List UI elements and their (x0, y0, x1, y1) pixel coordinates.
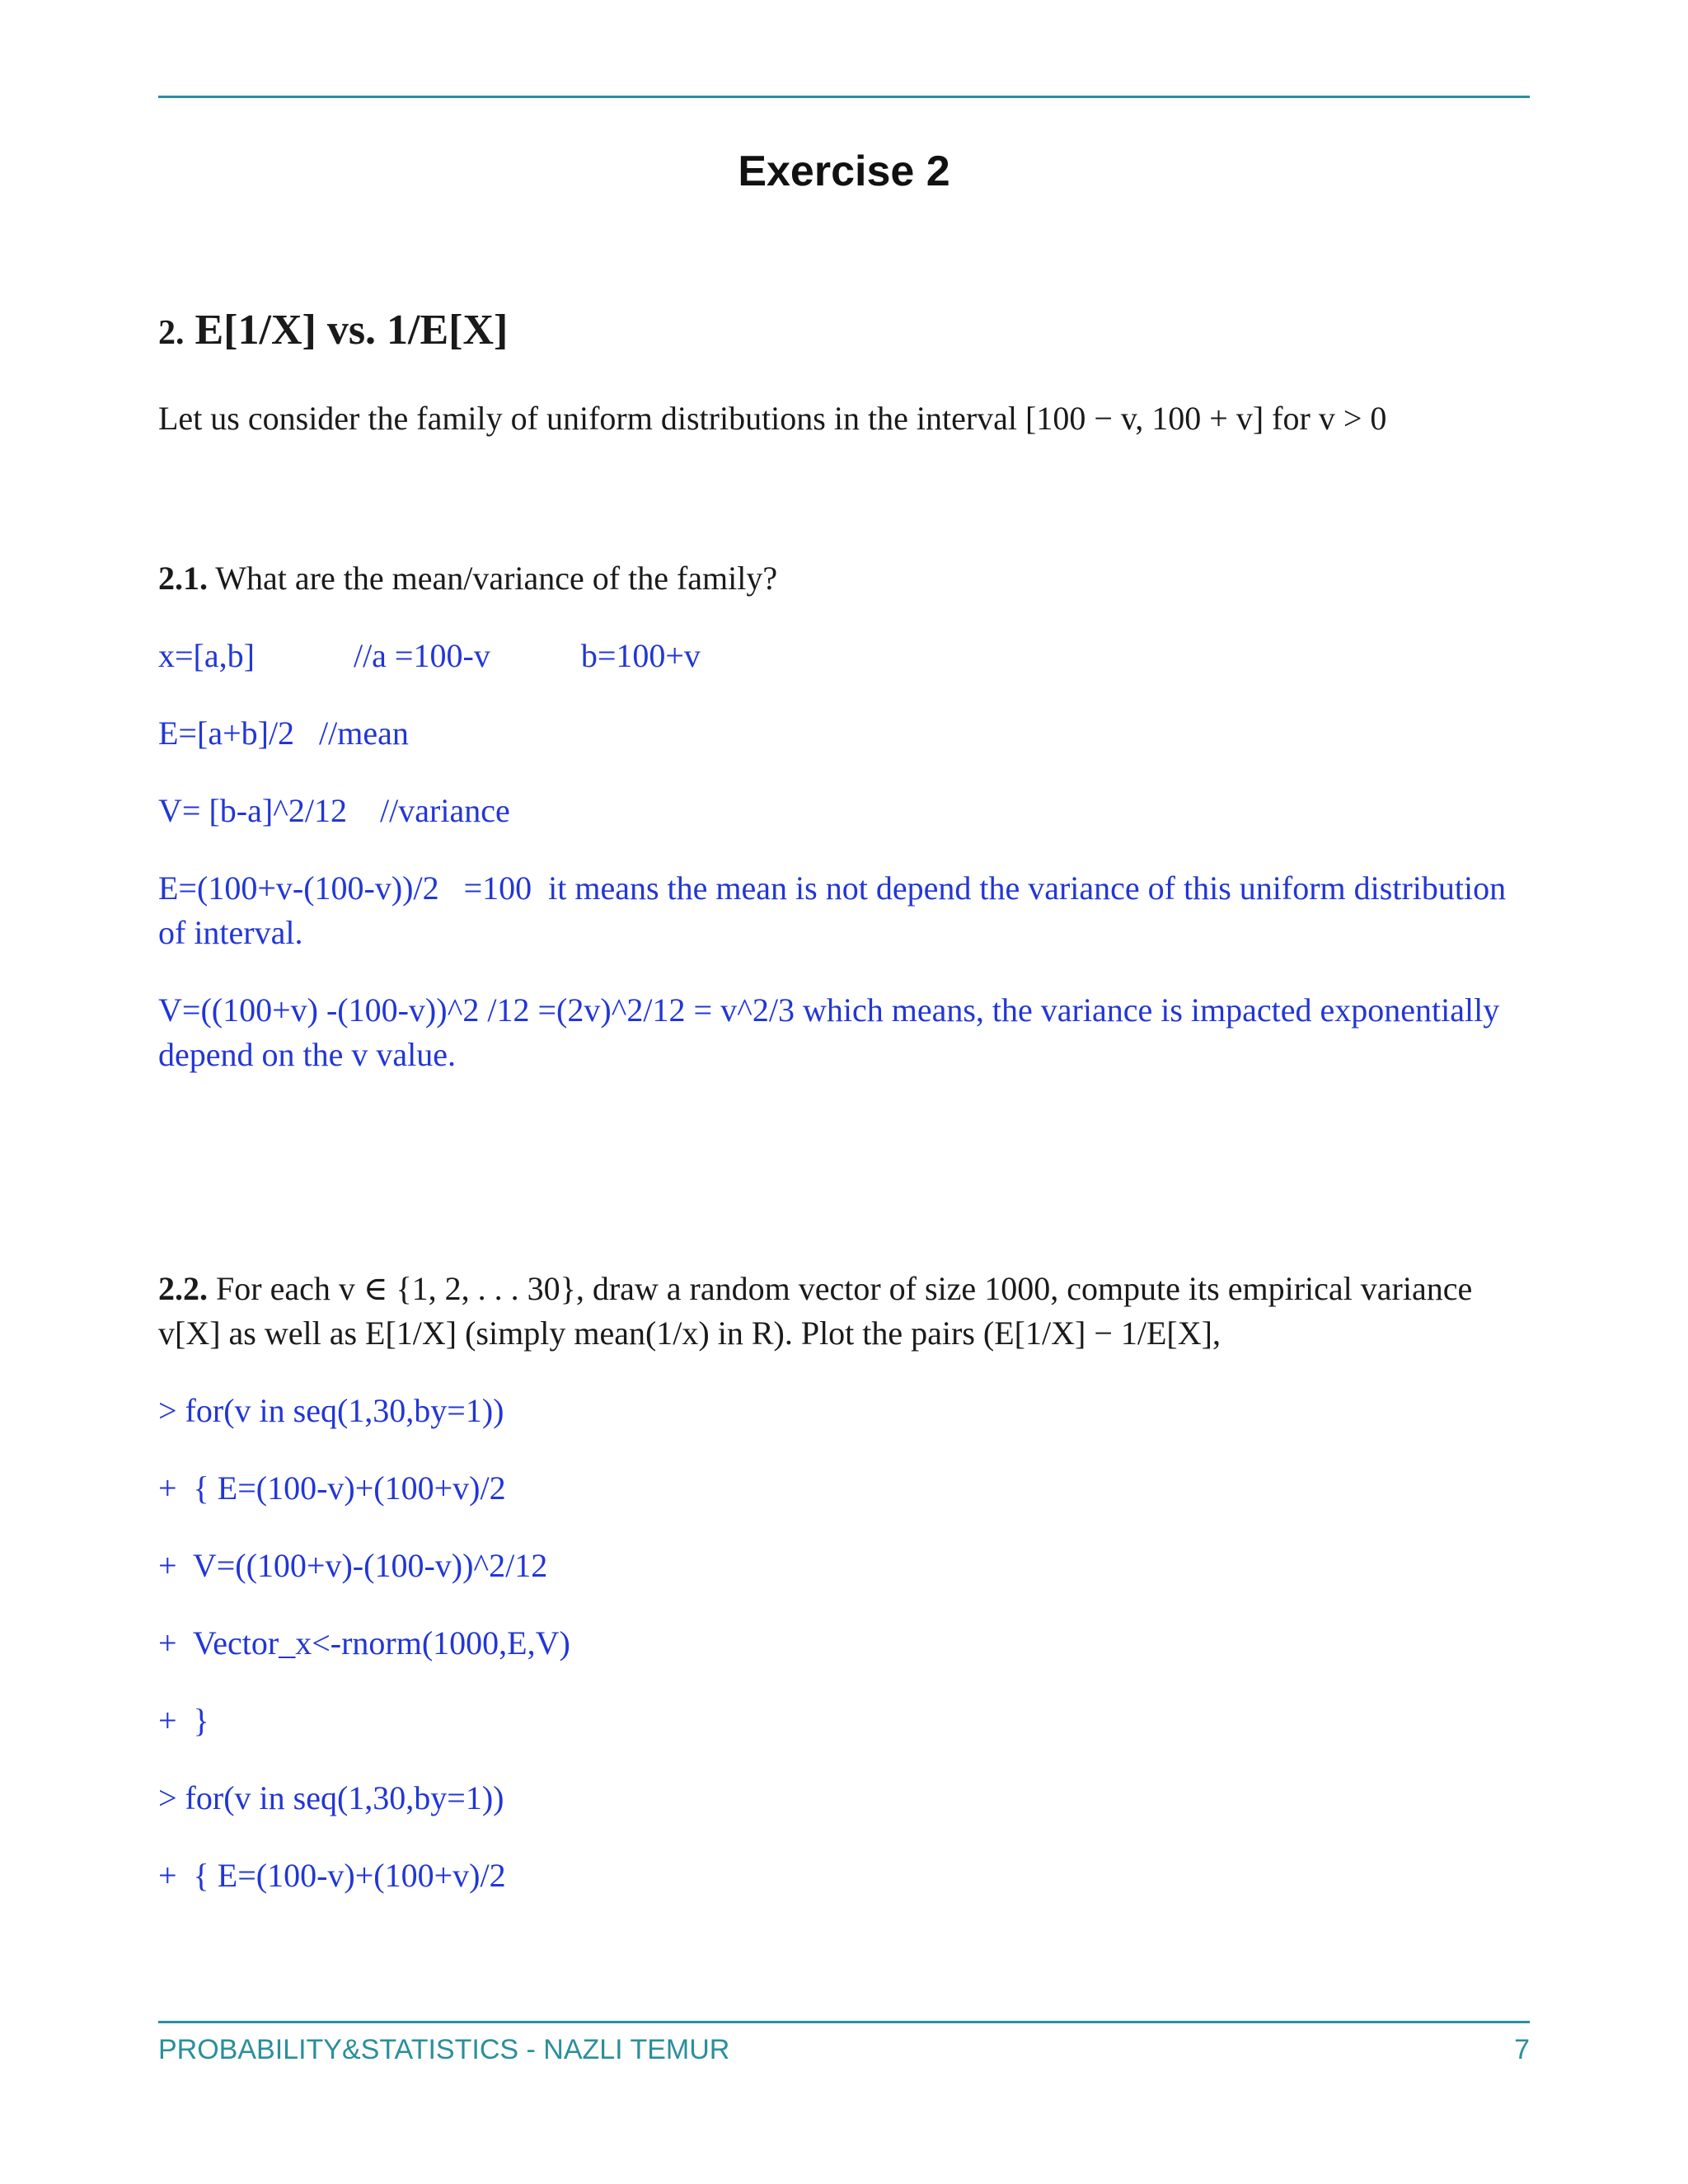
question-2-1-text: What are the mean/variance of the family? (215, 560, 778, 597)
answer-a-def: //a =100-v (353, 637, 490, 674)
page-number: 7 (1514, 2034, 1530, 2065)
question-2-1 (158, 556, 1530, 601)
section-intro: Let us consider the family of uniform distributions in the interval [100 − v, 100 + v] for v > 0 (158, 400, 1387, 437)
code-line: + { E=(100-v)+(100+v)/2 (158, 1469, 506, 1507)
header-rule (158, 96, 1530, 98)
answer-mean-result: E=(100+v-(100-v))/2 =100 it means the mean is not depend the variance of this uniform distribution of interval. (158, 869, 1515, 951)
question-2-1-number: 2.1. (158, 560, 208, 597)
code-line: + V=((100+v)-(100-v))^2/12 (158, 1547, 548, 1584)
footer-rule (158, 2021, 1530, 2023)
code-line: + { E=(100-v)+(100+v)/2 (158, 1857, 506, 1894)
section-number: 2. (158, 314, 185, 352)
answer-variance-formula: V= [b-a]^2/12 //variance (158, 792, 510, 829)
footer-course-author: PROBABILITY&STATISTICS - NAZLI TEMUR (158, 2034, 730, 2065)
question-2-2-number: 2.2. (158, 1270, 208, 1307)
answer-mean-formula: E=[a+b]/2 //mean (158, 715, 409, 752)
code-line: + Vector_x<-rnorm(1000,E,V) (158, 1624, 570, 1661)
section-title: E[1/X] vs. 1/E[X] (195, 307, 509, 354)
answer-variance-result: V=((100+v) -(100-v))^2 /12 =(2v)^2/12 = v^2/3 which means, the variance is impacted exponentially depend on the v value. (158, 991, 1500, 1073)
section-heading (158, 303, 1530, 357)
question-2-2-text: For each v ∈ {1, 2, . . . 30}, draw a random vector of size 1000, compute its empirical variance v[X] as well as E[1/X] (simply mean(1/x) in R). Plot the pairs (E[1/X] − 1/E[X], (158, 1270, 1473, 1352)
answer-interval: x=[a,b] (158, 637, 255, 674)
answer-b-def: b=100+v (580, 637, 701, 674)
code-line: + } (158, 1702, 209, 1739)
page-title: Exercise 2 (738, 148, 950, 195)
answer-line-1 (158, 634, 1530, 678)
question-2-2 (158, 1267, 1530, 1356)
document-body (158, 303, 1530, 1898)
code-line: > for(v in seq(1,30,by=1)) (158, 1392, 504, 1429)
code-line: > for(v in seq(1,30,by=1)) (158, 1779, 504, 1816)
